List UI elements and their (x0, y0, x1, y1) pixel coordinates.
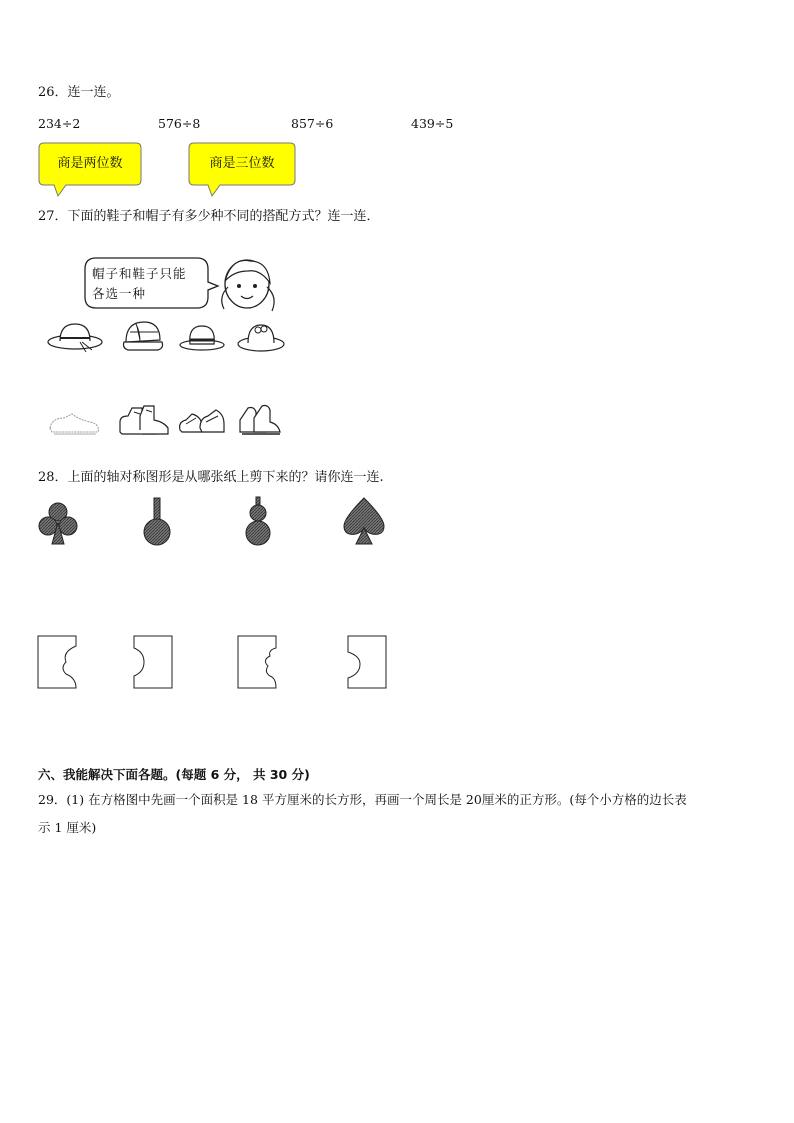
fedora-icon[interactable] (178, 320, 226, 358)
expression-1: 234÷2 (38, 116, 81, 131)
expression-2: 576÷8 (158, 116, 201, 131)
speech-bubble (82, 255, 282, 317)
folded-paper-d[interactable] (346, 634, 388, 690)
folded-paper-b[interactable] (132, 634, 174, 690)
callout-three-digit[interactable] (188, 142, 292, 186)
q27-title: 27．下面的鞋子和帽子有多少种不同的搭配方式？连一连． (38, 209, 380, 224)
sneaker-icon[interactable] (46, 408, 102, 442)
q29-line-2: 示 1 厘米) (38, 820, 97, 835)
baseball-cap-icon[interactable] (120, 318, 166, 358)
bubble-line-1: 帽子和鞋子只能 (92, 266, 187, 281)
expression-4: 439÷5 (411, 116, 454, 131)
bubble-line-2: 各选一种 (92, 286, 147, 301)
callout-two-digit[interactable] (38, 142, 142, 186)
q28-title: 28．上面的轴对称图形是从哪张纸上剪下来的？请你连一连. (38, 470, 384, 485)
sun-hat-icon[interactable] (46, 318, 104, 358)
high-top-icon[interactable] (234, 402, 284, 442)
gourd-icon[interactable] (242, 496, 274, 548)
lollipop-icon[interactable] (140, 496, 174, 548)
expression-3: 857÷6 (291, 116, 334, 131)
girl-icon (222, 260, 274, 311)
q29-line-1: 29．(1) 在方格图中先画一个面积是 18 平方厘米的长方形，再画一个周长是 20厘米的正方形。(每个小方格的边长表 (38, 792, 687, 807)
bonnet-icon[interactable] (236, 318, 286, 358)
folded-paper-a[interactable] (36, 634, 78, 690)
spade-icon[interactable] (340, 496, 388, 548)
folded-paper-c[interactable] (236, 634, 278, 690)
q26-title: 26．连一连。 (38, 85, 120, 100)
boot-icon[interactable] (116, 402, 172, 442)
club-icon[interactable] (36, 500, 80, 548)
sandal-icon[interactable] (176, 404, 228, 440)
callout-two-digit-label: 商是两位数 (57, 156, 123, 171)
callout-three-digit-label: 商是三位数 (209, 156, 275, 171)
section-6-title: 六、我能解决下面各题。(每题 6 分， 共 30 分) (38, 767, 310, 782)
